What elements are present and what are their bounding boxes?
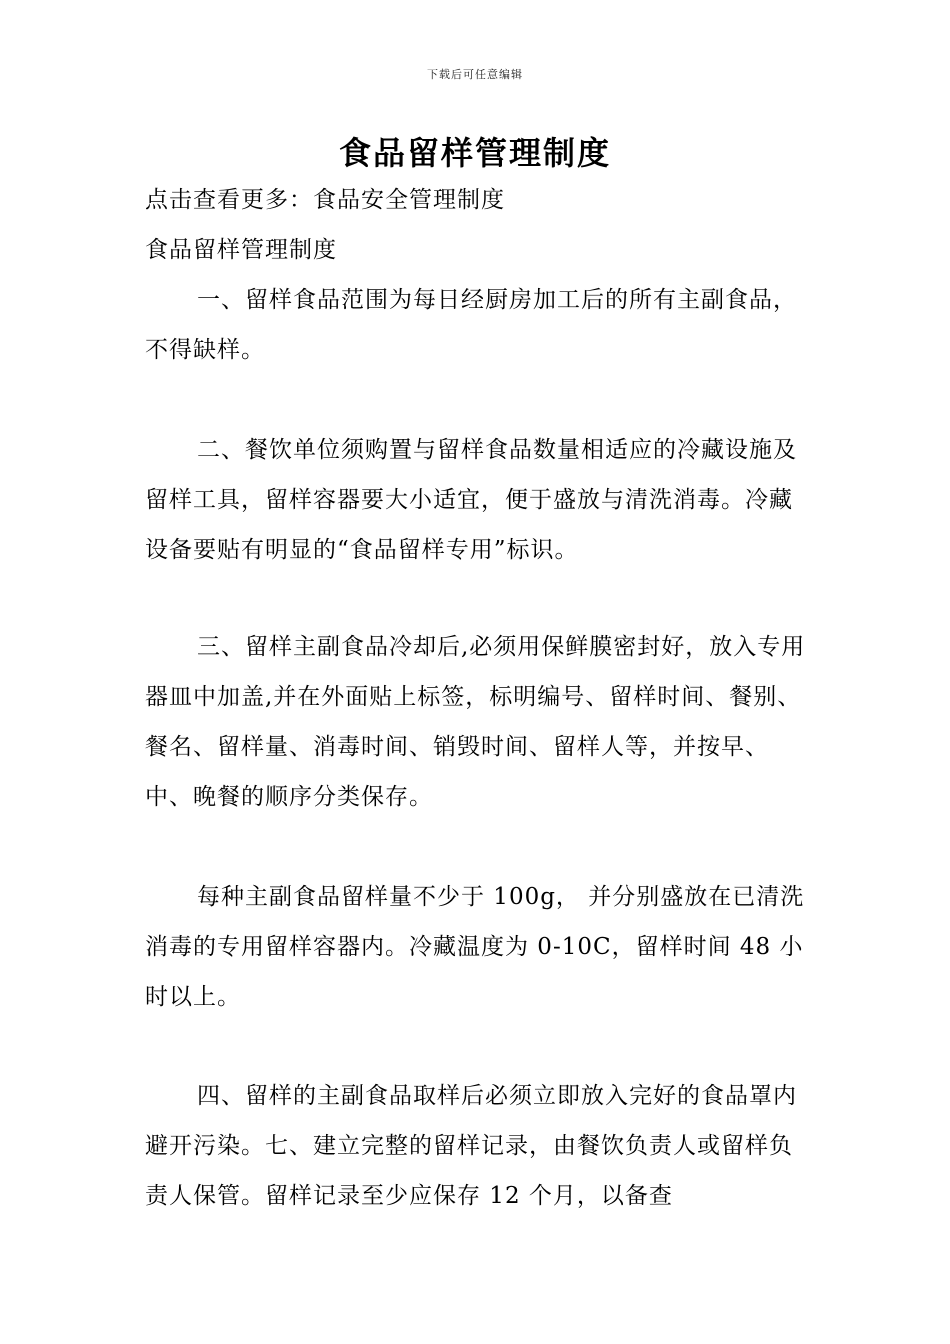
paragraph-3: 三、留样主副食品冷却后,必须用保鲜膜密封好，放入专用器皿中加盖,并在外面贴上标签，标明编号、留样时间、餐别、餐名、留样量、消毒时间、销毁时间、留样人等，并按早、中、晚餐的顺序分类保存。 xyxy=(145,634,806,810)
paragraph-4: 每种主副食品留样量不少于 100g， 并分别盛放在已清洗消毒的专用留样容器内。冷藏温度为 0-10C，留样时间 48 小时以上。 xyxy=(145,884,805,1010)
document-title: 食品留样管理制度 xyxy=(338,134,611,172)
more-link[interactable]: 点击查看更多：食品安全管理制度 xyxy=(145,187,505,213)
paragraph-1: 一、留样食品范围为每日经厨房加工后的所有主副食品，不得缺样。 xyxy=(145,287,797,363)
document-subtitle: 食品留样管理制度 xyxy=(145,237,337,263)
header-note: 下载后可任意编辑 xyxy=(427,68,523,81)
paragraph-5: 四、留样的主副食品取样后必须立即放入完好的食品罩内避开污染。七、建立完整的留样记录，由餐饮负责人或留样负责人保管。留样记录至少应保存 12 个月，以备查 xyxy=(145,1083,797,1209)
paragraph-2: 二、餐饮单位须购置与留样食品数量相适应的冷藏设施及留样工具，留样容器要大小适宜，便于盛放与清洗消毒。冷藏设备要贴有明显的“食品留样专用”标识。 xyxy=(145,437,797,563)
